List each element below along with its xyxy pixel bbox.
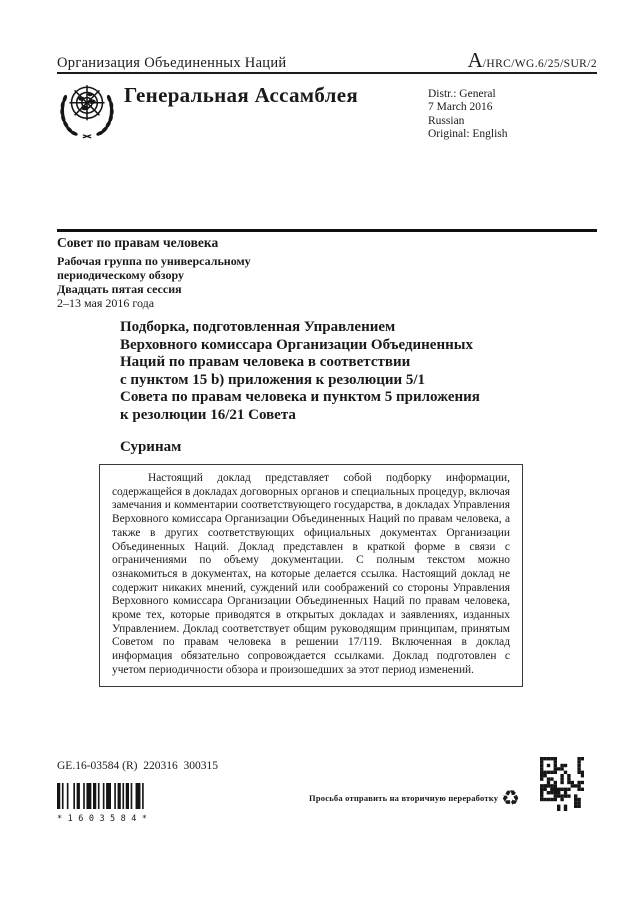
title-line: с пунктом 15 b) приложения к резолюции 5/1 [120, 371, 426, 388]
qr-code-icon [540, 757, 584, 811]
title-line: Наций по правам человека в соответствии [120, 354, 411, 370]
barcode-digit: 6 [78, 814, 84, 824]
distr-line: Original: English [428, 128, 508, 141]
title-line: Совета по правам человека и пунктом 5 приложения [120, 389, 480, 405]
summary-paragraph: Настоящий доклад представляет собой подборку информации, содержащейся в докладах договорных органов и специальных процедур, включая замечания и комментарии соответствующего государства, в докладах Управления Верховного комиссара Организации Объединенных Наций по правам человека, а также в других соответствующих официальных документах Организации Объединенных Наций. Доклад представлен в краткой форме в связи с ограничениями по объему документации. С полным текстом можно ознакомиться в документах, на которые делается ссылка. Настоящий доклад не содержит никаких мнений, суждений или соображений со стороны Управления Верховного комиссара Организации Объединенных Наций по правам человека, кроме тех, которые приводятся в открытых докладах и заявлениях, изданных Управлением. Доклад соответствует общим руководящим принципам, принятым Советом по правам человека в решении 17/119. Включенная в доклад информация обязательно сопровождается ссылками. Доклад подготовлен с учетом периодичности обзора и произошедших за этот период изменений. [112, 472, 510, 676]
barcode-digit: 3 [99, 814, 105, 824]
barcode-digit: 8 [120, 814, 126, 824]
distr-line: Russian [428, 114, 465, 127]
header-rule [57, 72, 597, 74]
body-name-title: Генеральная Ассамблея [124, 83, 359, 107]
distr-line: 7 March 2016 [428, 101, 493, 114]
distr-line: Distr.: General [428, 88, 496, 100]
recycle-icon: ♻ [501, 785, 520, 810]
session-dates: 2–13 мая 2016 года [57, 296, 155, 310]
recycle-note-row [240, 783, 520, 813]
barcode-digit: * [141, 814, 147, 824]
document-title [120, 319, 570, 424]
working-group-line: Рабочая группа по универсальному [57, 254, 251, 268]
top-header-row [57, 50, 597, 72]
un-emblem-icon [57, 79, 117, 141]
summary-box [99, 464, 523, 687]
organization-name: Организация Объединенных Наций [57, 55, 287, 71]
session-number: Двадцать пятая сессия [57, 282, 182, 296]
barcode-digit: * [57, 814, 63, 824]
section-rule [57, 229, 597, 232]
document-symbol-prefix: A [467, 48, 483, 72]
document-reference: GE.16-03584 (R) 220316 300315 [57, 760, 218, 772]
title-line: к резолюции 16/21 Совета [120, 406, 296, 423]
barcode-digit: 1 [67, 814, 73, 824]
committee-name: Совет по правам человека [57, 235, 219, 250]
barcode-bars-icon [57, 783, 147, 809]
barcode-digit: 4 [131, 814, 137, 824]
country-name: Суринам [120, 439, 182, 455]
title-line: Подборка, подготовленная Управлением [120, 319, 396, 335]
document-symbol-rest: /HRC/WG.6/25/SUR/2 [482, 58, 597, 70]
barcode-digit: 0 [88, 814, 94, 824]
recycle-note: Просьба отправить на вторичную переработку [309, 793, 499, 803]
barcode-digits [57, 814, 147, 824]
barcode-digit: 5 [110, 814, 116, 824]
session-block [57, 235, 251, 310]
title-line: Верховного комиссара Организации Объединенных [120, 336, 473, 353]
working-group-line: периодическому обзору [57, 268, 185, 282]
barcode [57, 783, 149, 824]
document-symbol [468, 50, 597, 72]
distribution-block [428, 88, 508, 142]
